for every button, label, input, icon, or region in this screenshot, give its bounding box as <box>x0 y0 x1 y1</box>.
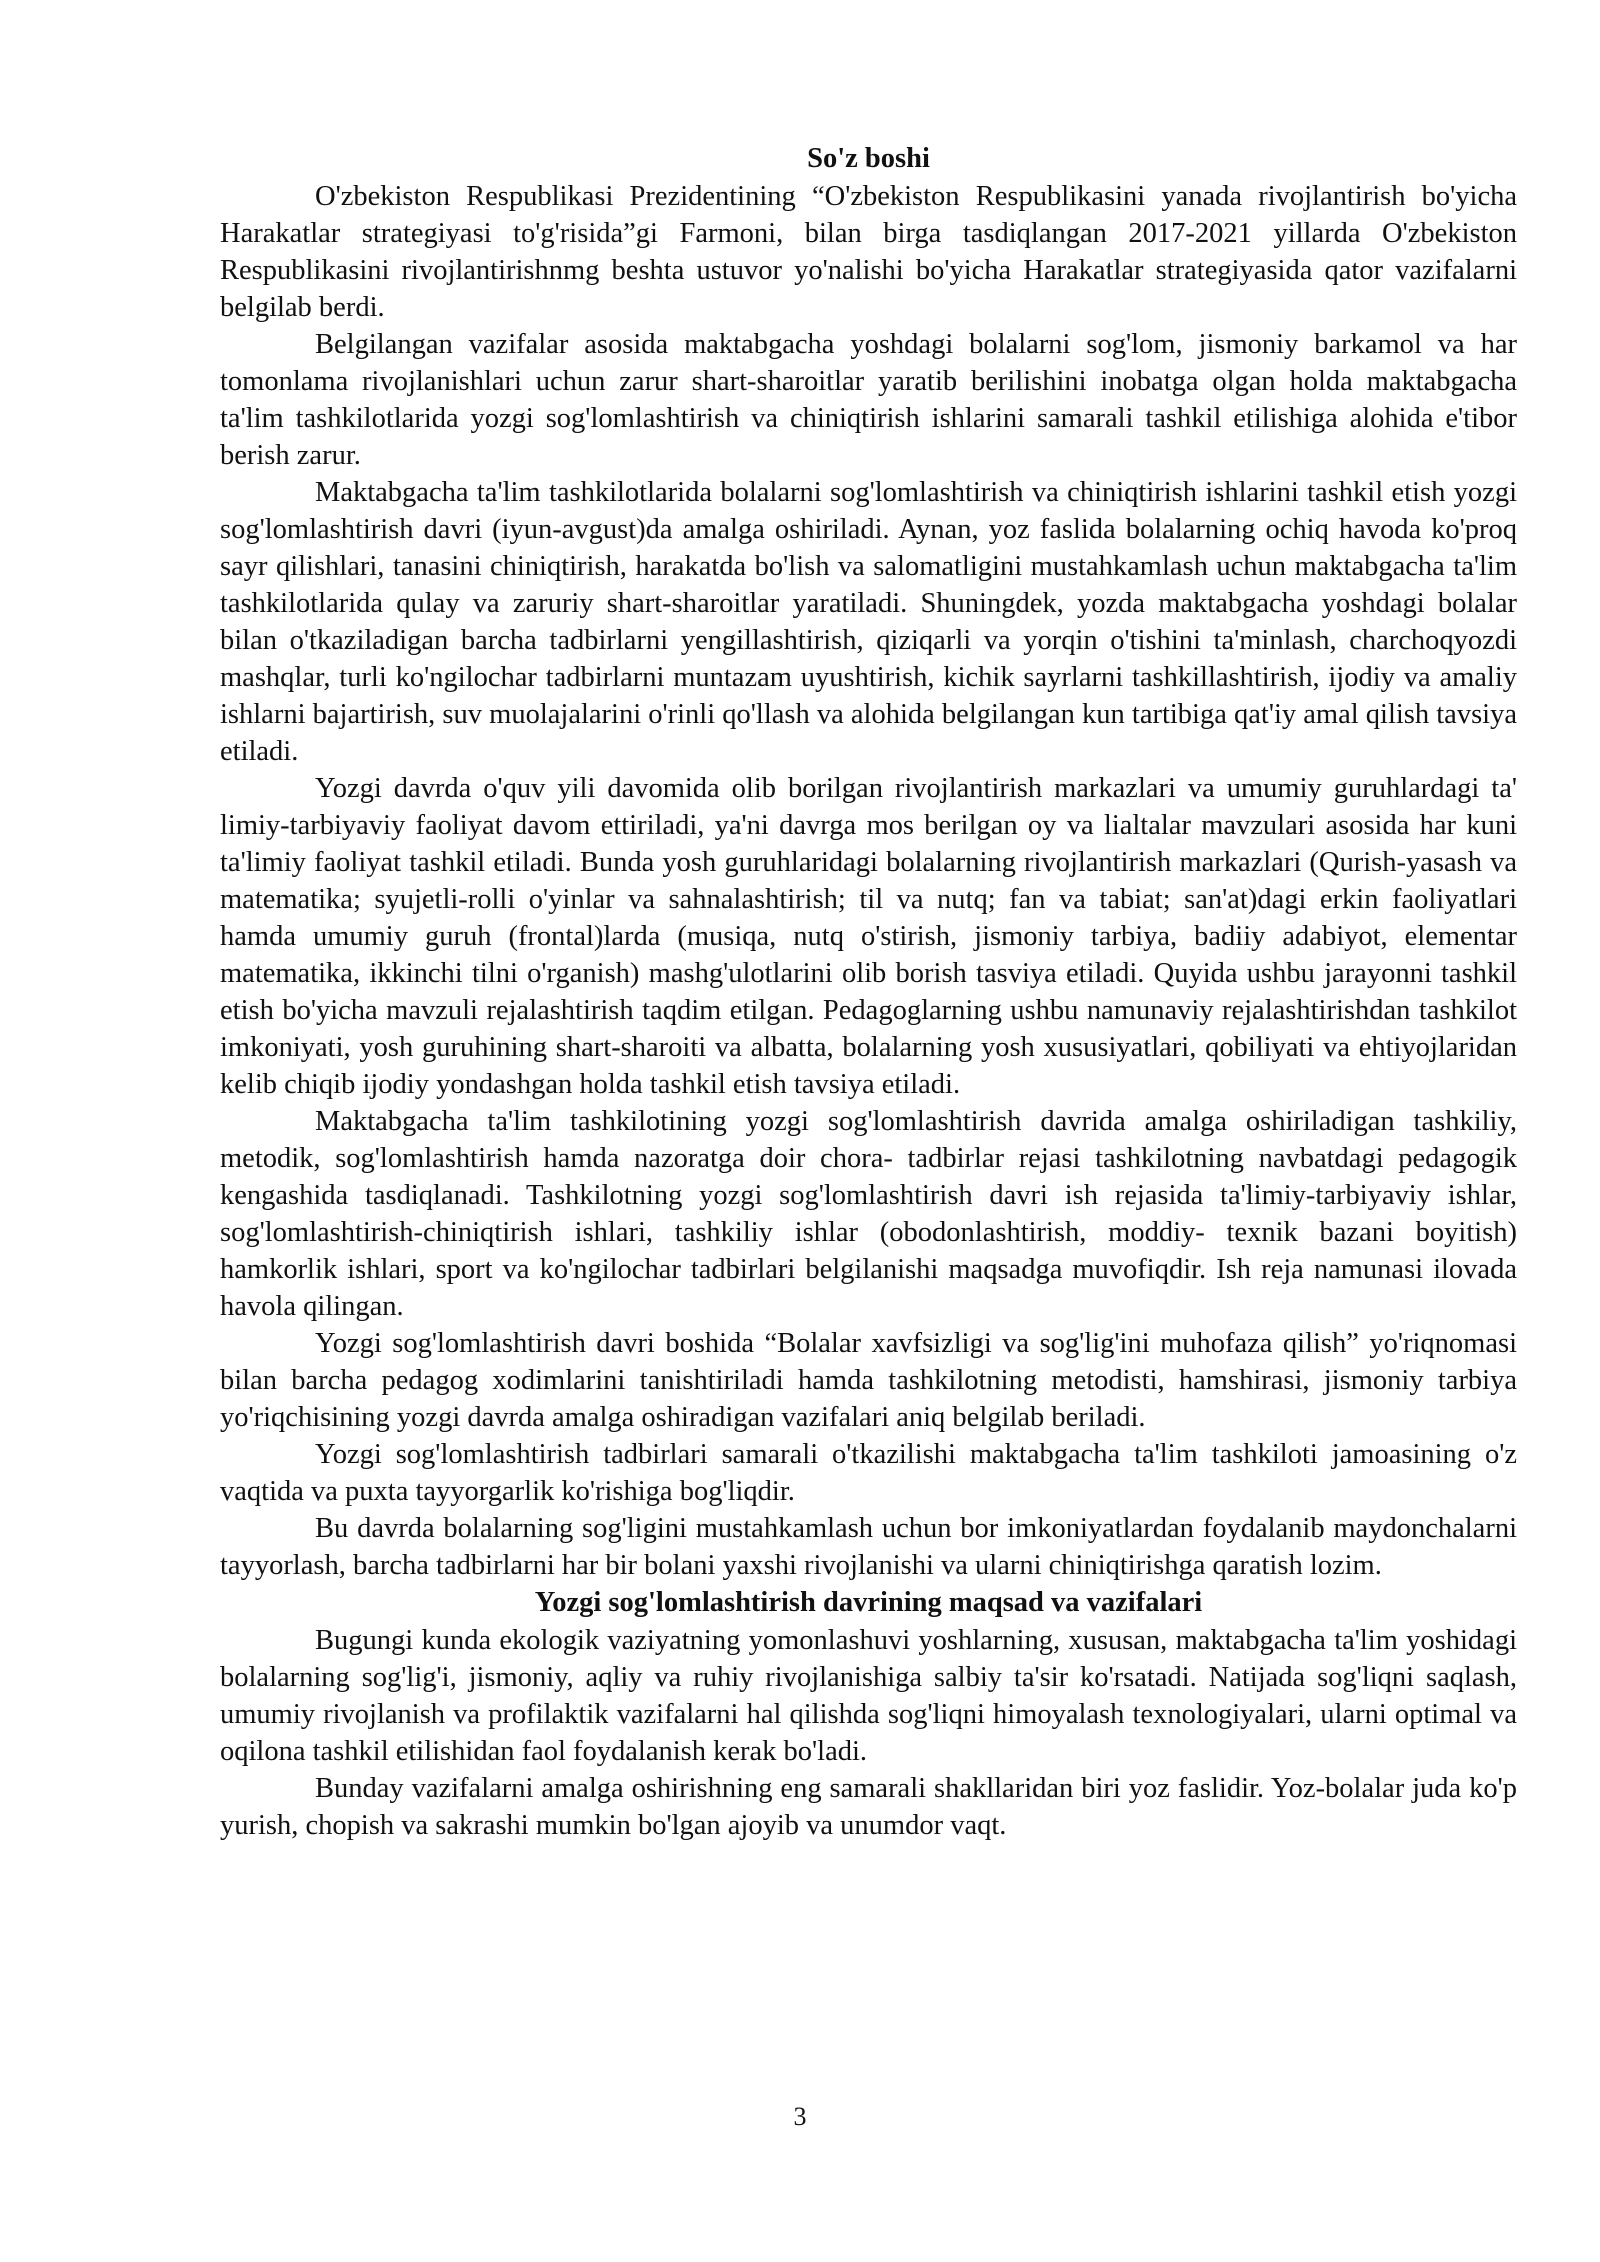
paragraph: Bu davrda bolalarning sog'ligini mustahkamlash uchun bor imkoniyatlardan foydalanib maydonchalarni tayyorlash, barcha tadbirlarni har bir bolani yaxshi rivojlanishi va ularni chiniqtirishga qaratish lozim. <box>220 1513 1517 1581</box>
page-number: 3 <box>793 2102 807 2131</box>
page-title: So'z boshi <box>807 143 930 174</box>
paragraph: Yozgi davrda o'quv yili davomida olib borilgan rivojlantirish markazlari va umumiy guruhlardagi ta' limiy-tarbiyaviy faoliyat davom ettiriladi, ya'ni davrga mos berilgan oy va lialtalar mavzulari asosida har kuni ta'limiy faoliyat tashkil etiladi. Bunda yosh guruhlaridagi bolalarning rivojlantirish markazlari (Qurish-yasash va matematika; syujetli-rolli o'yinlar va sahnalashtirish; til va nutq; fan va tabiat; san'at)dagi erkin faoliyatlari hamda umumiy guruh (frontal)larda (musiqa, nutq o'stirish, jismoniy tarbiya, badiiy adabiyot, elementar matematika, ikkinchi tilni o'rganish) mashg'ulotlarini olib borish tasviya etiladi. Quyida ushbu jarayonni tashkil etish bo'yicha mavzuli rejalashtirish taqdim etilgan. Pedagoglarning ushbu namunaviy rejalashtirishdan tashkilot imkoniyati, yosh guruhining shart-sharoiti va albatta, bolalarning yosh xususiyatlari, qobiliyati va ehtiyojlaridan kelib chiqib ijodiy yondashgan holda tashkil etish tavsiya etiladi. <box>220 773 1517 1100</box>
paragraph: Yozgi sog'lomlashtirish davri boshida “Bolalar xavfsizligi va sog'lig'ini muhofaza qilish” yo'riqnomasi bilan barcha pedagog xodimlarini tanishtiriladi hamda tashkilotning metodisti, hamshirasi, jismoniy tarbiya yo'riqchisining yozgi davrda amalga oshiradigan vazifalari aniq belgilab beriladi. <box>220 1328 1517 1433</box>
paragraph: O'zbekiston Respublikasi Prezidentining “O'zbekiston Respublikasini yanada rivojlantirish bo'yicha Harakatlar strategiyasi to'g'risida”gi Farmoni, bilan birga tasdiqlangan 2017-2021 yillarda O'zbekiston Respublikasini rivojlantirishnmg beshta ustuvor yo'nalishi bo'yicha Harakatlar strategiyasida qator vazifalarni belgilab berdi. <box>220 181 1517 323</box>
section-heading: Yozgi sog'lomlashtirish davrining maqsad va vazifalari <box>534 1587 1203 1618</box>
paragraph: Maktabgacha ta'lim tashkilotining yozgi sog'lomlashtirish davrida amalga oshiriladigan tashkiliy, metodik, sog'lomlashtirish hamda nazoratga doir chora- tadbirlar rejasi tashkilotning navbatdagi pedagogik kengashida tasdiqlanadi. Tashkilotning yozgi sog'lomlashtirish davri ish rejasida ta'limiy-tarbiyaviy ishlar, sog'lomlashtirish-chiniqtirish ishlari, tashkiliy ishlar (obodonlashtirish, moddiy- texnik bazani boyitish) hamkorlik ishlari, sport va ko'ngilochar tadbirlari belgilanishi maqsadga muvofiqdir. Ish reja namunasi ilovada havola qilingan. <box>220 1106 1517 1322</box>
document-page <box>220 140 1517 1844</box>
paragraph: Bugungi kunda ekologik vaziyatning yomonlashuvi yoshlarning, xususan, maktabgacha ta'lim yoshidagi bolalarning sog'lig'i, jismoniy, aqliy va ruhiy rivojlanishiga salbiy ta'sir ko'rsatadi. Natijada sog'liqni saqlash, umumiy rivojlanish va profilaktik vazifalarni hal qilishda sog'liqni himoyalash texnologiyalari, ularni optimal va oqilona tashkil etilishidan faol foydalanish kerak bo'ladi. <box>220 1625 1517 1767</box>
paragraph: Yozgi sog'lomlashtirish tadbirlari samarali o'tkazilishi maktabgacha ta'lim tashkiloti jamoasining o'z vaqtida va puxta tayyorgarlik ko'rishiga bog'liqdir. <box>220 1439 1517 1507</box>
paragraph: Bunday vazifalarni amalga oshirishning eng samarali shakllaridan biri yoz faslidir. Yoz-bolalar juda ko'p yurish, chopish va sakrashi mumkin bo'lgan ajoyib va unumdor vaqt. <box>220 1773 1517 1841</box>
paragraph: Belgilangan vazifalar asosida maktabgacha yoshdagi bolalarni sog'lom, jismoniy barkamol va har tomonlama rivojlanishlari uchun zarur shart-sharoitlar yaratib berilishini inobatga olgan holda maktabgacha ta'lim tashkilotlarida yozgi sog'lomlashtirish va chiniqtirish ishlarini samarali tashkil etilishiga alohida e'tibor berish zarur. <box>220 329 1517 471</box>
paragraph: Maktabgacha ta'lim tashkilotlarida bolalarni sog'lomlashtirish va chiniqtirish ishlarini tashkil etish yozgi sog'lomlashtirish davri (iyun-avgust)da amalga oshiriladi. Aynan, yoz faslida bolalarning ochiq havoda ko'proq sayr qilishlari, tanasini chiniqtirish, harakatda bo'lish va salomatligini mustahkamlash uchun maktabgacha ta'lim tashkilotlarida qulay va zaruriy shart-sharoitlar yaratiladi. Shuningdek, yozda maktabgacha yoshdagi bolalar bilan o'tkaziladigan barcha tadbirlarni yengillashtirish, qiziqarli va yorqin o'tishini ta'minlash, charchoqyozdi mashqlar, turli ko'ngilochar tadbirlarni muntazam uyushtirish, kichik sayrlarni tashkillashtirish, ijodiy va amaliy ishlarni bajartirish, suv muolajalarini o'rinli qo'llash va alohida belgilangan kun tartibiga qat'iy amal qilish tavsiya etiladi. <box>220 477 1517 767</box>
